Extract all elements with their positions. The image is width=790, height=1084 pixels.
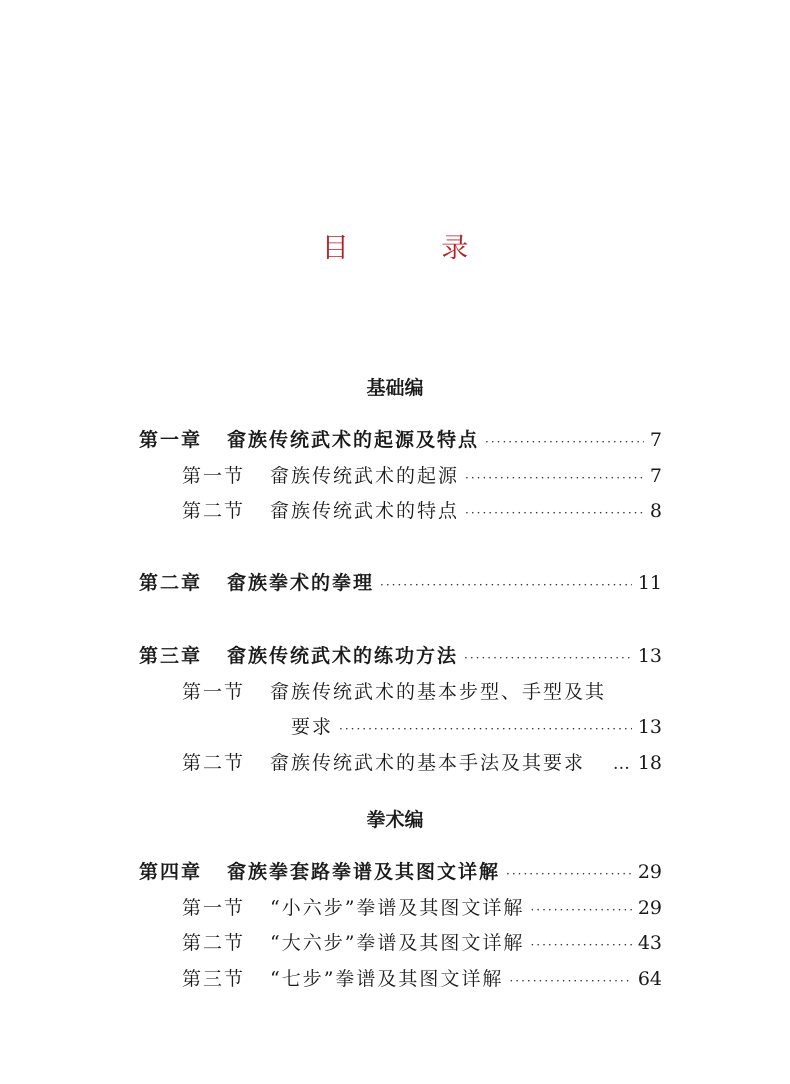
entry-number: 第一章 (139, 429, 203, 451)
entry-page: 7 (649, 465, 662, 487)
toc-entry-chapter-1[interactable] (139, 426, 662, 454)
toc-entry-section-1-1[interactable] (182, 462, 662, 490)
dot-leader (485, 428, 644, 456)
entry-number: 第二节 (182, 500, 246, 522)
toc-entry-section-1-2[interactable] (182, 497, 662, 525)
page-title: 目 录 (321, 233, 511, 264)
entry-page: 13 (637, 645, 662, 667)
entry-page: 43 (637, 932, 662, 954)
dot-leader (380, 571, 632, 599)
part-heading-basic: 基础编 (366, 377, 424, 399)
entry-page: 13 (637, 716, 662, 738)
entry-title: 畲族传统武术的练功方法 (227, 645, 459, 667)
entry-page: 11 (637, 572, 662, 594)
entry-page: 64 (637, 968, 662, 990)
dot-leader (339, 715, 632, 743)
part-heading-boxing: 拳术编 (366, 809, 424, 831)
entry-title: 畲族拳术的拳理 (227, 572, 375, 594)
toc-entry-section-4-1[interactable] (182, 894, 662, 922)
entry-number: 第三章 (139, 645, 203, 667)
entry-number: 第二节 (182, 932, 246, 954)
toc-entry-chapter-4[interactable] (139, 858, 662, 886)
toc-entry-section-4-2[interactable] (182, 929, 662, 957)
entry-title: 畲族传统武术的基本步型、手型及其 (270, 681, 607, 703)
entry-number: 第一节 (182, 465, 246, 487)
entry-title: “七步”拳谱及其图文详解 (270, 968, 504, 990)
entry-title: “大六步”拳谱及其图文详解 (270, 932, 525, 954)
entry-page: 7 (649, 429, 662, 451)
dot-leader (465, 499, 644, 527)
toc-entry-section-3-1[interactable] (182, 678, 662, 706)
entry-title: 畲族传统武术的特点 (270, 500, 460, 522)
toc-entry-section-3-2[interactable] (182, 749, 662, 777)
dot-leader (465, 464, 644, 492)
dot-leader (530, 896, 631, 924)
toc-entry-section-3-1-continued[interactable] (291, 713, 662, 741)
entry-number: 第三节 (182, 968, 246, 990)
toc-entry-chapter-3[interactable] (139, 642, 662, 670)
entry-page: 29 (637, 897, 662, 919)
dot-leader (464, 644, 632, 672)
entry-number: 第二章 (139, 572, 203, 594)
dot-leader (530, 931, 631, 959)
dot-leader (509, 967, 631, 995)
entry-page: 18 (637, 752, 662, 774)
entry-title: 畲族拳套路拳谱及其图文详解 (227, 861, 501, 883)
entry-number: 第四章 (139, 861, 203, 883)
entry-number: 第一节 (182, 897, 246, 919)
entry-page: 8 (649, 500, 662, 522)
ellipsis-leader: … (612, 754, 632, 774)
entry-title: “小六步”拳谱及其图文详解 (270, 897, 525, 919)
entry-title: 畲族传统武术的起源 (270, 465, 460, 487)
entry-page: 29 (637, 861, 662, 883)
entry-title: 畲族传统武术的基本手法及其要求 (270, 752, 586, 774)
entry-number: 第一节 (182, 681, 246, 703)
dot-leader (506, 860, 632, 888)
toc-entry-section-4-3[interactable] (182, 965, 662, 993)
entry-number: 第二节 (182, 752, 246, 774)
entry-title: 要求 (291, 716, 334, 738)
entry-title: 畲族传统武术的起源及特点 (227, 429, 480, 451)
toc-entry-chapter-2[interactable] (139, 569, 662, 597)
